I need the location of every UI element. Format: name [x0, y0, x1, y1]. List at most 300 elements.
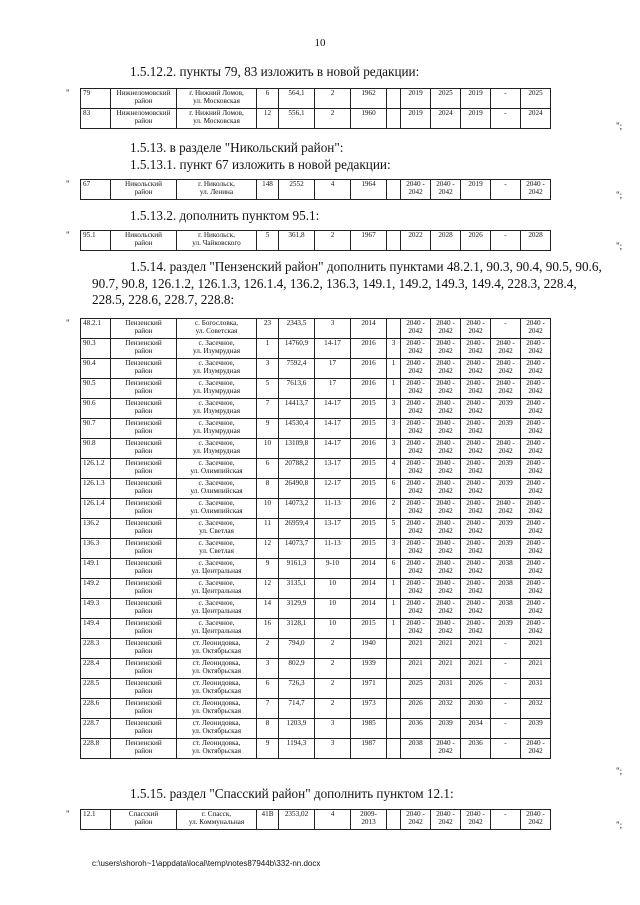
cell-line: Пензенский — [125, 539, 162, 547]
cell-line: район — [134, 407, 153, 416]
cell-address — [177, 739, 257, 759]
cell-period-1 — [401, 619, 431, 639]
cell-house: 8 — [257, 479, 279, 499]
cell-address — [177, 379, 257, 399]
cell-line: 2040 - — [466, 399, 485, 407]
cell-district — [111, 639, 177, 659]
cell-period-3 — [461, 519, 491, 539]
cell-period-3: 2030 — [461, 699, 491, 719]
cell-period-1: 2019 — [401, 89, 431, 109]
cell-address — [177, 659, 257, 679]
cell-line: 2040 - — [406, 599, 425, 607]
cell-address — [177, 339, 257, 359]
cell-line: район — [134, 367, 153, 376]
cell-line: 2040 - — [526, 419, 545, 427]
table-row — [81, 459, 551, 479]
cell-line: район — [134, 647, 153, 656]
table-row — [81, 89, 551, 109]
cell-line: 2040 - — [526, 339, 545, 347]
cell-line: 2042 — [498, 387, 513, 396]
cell-line: 2042 — [498, 507, 513, 516]
cell-year: 2014 — [351, 559, 387, 579]
cell-line: 2040 - — [406, 810, 425, 818]
cell-area: 361,8 — [279, 231, 315, 251]
cell-line: 2040 - — [436, 459, 455, 467]
cell-period-3: 2026 — [461, 231, 491, 251]
cell-period-1 — [401, 559, 431, 579]
cell-period-2 — [431, 180, 461, 200]
heading-1-5-15: 1.5.15. раздел "Спасский район" дополнить пунктом 12.1: — [130, 786, 454, 801]
cell-line: район — [134, 427, 153, 436]
cell-line: 2042 — [408, 447, 423, 456]
cell-area: 14073,7 — [279, 539, 315, 559]
cell-line: район — [134, 467, 153, 476]
cell-line: район — [134, 487, 153, 496]
cell-line: район — [134, 707, 153, 716]
cell-line: район — [134, 327, 153, 336]
cell-line: 2042 — [468, 818, 483, 827]
quote-close: "; — [616, 121, 623, 131]
cell-period-3 — [461, 599, 491, 619]
cell-floors: 13-17 — [315, 519, 351, 539]
cell-address — [177, 439, 257, 459]
cell-year: 1962 — [351, 89, 387, 109]
cell-line: ул. Олимпийская — [190, 487, 243, 496]
cell-count: 4 — [387, 459, 401, 479]
cell-line: 2042 — [468, 627, 483, 636]
cell-address — [177, 719, 257, 739]
quote-open: " — [66, 318, 70, 328]
cell-item-number: 12.1 — [81, 810, 111, 830]
heading-1-5-14: 1.5.14. раздел "Пензенский район" дополнить пунктами 48.2.1, 90.3, 90.4, 90.5, 90.6, 90.7, 90.8, 126.1.2, 126.1.3, 126.1.4, 136.2, 136.3, 149.1, 149.2, 149.3, 149.4, 228.3, 228.4, 228.5, 228.6, 228.7, 228.8: — [92, 259, 602, 307]
cell-period-4: 2039 — [491, 459, 521, 479]
cell-period-5 — [521, 810, 551, 830]
cell-line: 2042 — [408, 627, 423, 636]
cell-line: район — [134, 667, 153, 676]
cell-line: с. Засечное, — [198, 399, 235, 407]
cell-period-3 — [461, 559, 491, 579]
heading-1-5-13-1: 1.5.13.1. пункт 67 изложить в новой редакции: — [130, 157, 391, 172]
cell-period-1 — [401, 519, 431, 539]
cell-period-3 — [461, 810, 491, 830]
cell-period-5 — [521, 519, 551, 539]
cell-line: ул. Октябрьская — [192, 647, 241, 656]
cell-line: 2040 - — [406, 459, 425, 467]
cell-address — [177, 539, 257, 559]
cell-address — [177, 359, 257, 379]
cell-line: район — [134, 239, 153, 248]
cell-district — [111, 379, 177, 399]
cell-floors: 17 — [315, 359, 351, 379]
table-row — [81, 659, 551, 679]
cell-period-4: 2039 — [491, 539, 521, 559]
table-penzensky — [80, 318, 551, 759]
cell-count — [387, 719, 401, 739]
cell-area: 802,9 — [279, 659, 315, 679]
table-row — [81, 739, 551, 759]
cell-item-number: 228.8 — [81, 739, 111, 759]
cell-address — [177, 499, 257, 519]
cell-house: 6 — [257, 679, 279, 699]
cell-item-number: 95.1 — [81, 231, 111, 251]
cell-period-2 — [431, 379, 461, 399]
cell-area: 26959,4 — [279, 519, 315, 539]
cell-line: район — [134, 727, 153, 736]
cell-line: Пензенский — [125, 719, 162, 727]
cell-line: ул. Октябрьская — [192, 747, 241, 756]
cell-house: 12 — [257, 579, 279, 599]
cell-line: 2040 - — [406, 499, 425, 507]
cell-line: 2040 - — [526, 439, 545, 447]
cell-line: 2040 - — [526, 539, 545, 547]
cell-line: 2040 - — [466, 379, 485, 387]
cell-line: Пензенский — [125, 559, 162, 567]
cell-line: ул. Изумрудная — [192, 427, 241, 436]
cell-count — [387, 679, 401, 699]
cell-period-1 — [401, 399, 431, 419]
cell-line: 2042 — [408, 407, 423, 416]
cell-item-number: 228.5 — [81, 679, 111, 699]
cell-house: 3 — [257, 659, 279, 679]
cell-floors: 2 — [315, 679, 351, 699]
cell-address — [177, 319, 257, 339]
cell-period-3 — [461, 539, 491, 559]
cell-line: с. Засечное, — [198, 559, 235, 567]
cell-address — [177, 639, 257, 659]
quote-open: " — [66, 179, 70, 189]
cell-line: 2040 - — [466, 810, 485, 818]
cell-line: Пензенский — [125, 699, 162, 707]
cell-period-3: 2019 — [461, 89, 491, 109]
cell-line: 2040 - — [526, 599, 545, 607]
cell-line: с. Богословка, — [194, 319, 239, 327]
cell-line: ст. Леонидовка, — [192, 699, 241, 707]
cell-line: 2040 - — [466, 619, 485, 627]
file-path-footer: c:\users\shoroh~1\appdata\local\temp\notes87944b\332-nn.docx — [92, 859, 321, 868]
cell-period-5: 2021 — [521, 659, 551, 679]
cell-period-5 — [521, 579, 551, 599]
cell-house: 11 — [257, 519, 279, 539]
cell-period-5: 2028 — [521, 231, 551, 251]
cell-area: 794,0 — [279, 639, 315, 659]
cell-house: 9 — [257, 419, 279, 439]
cell-line: 2042 — [528, 507, 543, 516]
cell-period-1: 2025 — [401, 679, 431, 699]
table-row — [81, 180, 551, 200]
cell-floors: 13-17 — [315, 459, 351, 479]
cell-address — [177, 419, 257, 439]
cell-area: 26490,8 — [279, 479, 315, 499]
cell-line: г. Спасск, — [201, 810, 232, 818]
cell-line: 2042 — [498, 347, 513, 356]
cell-period-1 — [401, 359, 431, 379]
cell-area: 2343,5 — [279, 319, 315, 339]
cell-line: ул. Олимпийская — [190, 507, 243, 516]
cell-house: 8 — [257, 719, 279, 739]
cell-line: 2040 - — [436, 359, 455, 367]
cell-line: 2042 — [528, 747, 543, 756]
cell-line: с. Засечное, — [198, 459, 235, 467]
cell-line: 2040 - — [406, 319, 425, 327]
cell-floors: 4 — [315, 180, 351, 200]
table-row — [81, 339, 551, 359]
cell-period-4: - — [491, 810, 521, 830]
cell-item-number: 149.3 — [81, 599, 111, 619]
cell-line: 2042 — [438, 347, 453, 356]
cell-line: 2042 — [438, 818, 453, 827]
cell-line: г. Никольск, — [198, 180, 235, 188]
cell-year: 2015 — [351, 459, 387, 479]
cell-line: Пензенский — [125, 599, 162, 607]
cell-line: ул. Коммунальная — [188, 818, 245, 827]
cell-line: 2040 - — [436, 399, 455, 407]
cell-period-2 — [431, 499, 461, 519]
cell-line: 2040 - — [496, 339, 515, 347]
cell-item-number: 126.1.3 — [81, 479, 111, 499]
cell-period-2: 2021 — [431, 659, 461, 679]
cell-line: ул. Октябрьская — [192, 667, 241, 676]
cell-area: 7592,4 — [279, 359, 315, 379]
cell-district — [111, 810, 177, 830]
cell-line: 2040 - — [406, 559, 425, 567]
cell-period-4: 2038 — [491, 559, 521, 579]
cell-line: 2042 — [408, 427, 423, 436]
cell-period-2 — [431, 319, 461, 339]
cell-line: 2040 - — [526, 499, 545, 507]
cell-line: 2042 — [438, 607, 453, 616]
cell-line: 2040 - — [436, 180, 455, 188]
cell-line: 2040 - — [436, 619, 455, 627]
cell-line: ул. Московская — [193, 117, 240, 126]
cell-line: 2042 — [528, 367, 543, 376]
cell-line: с. Засечное, — [198, 499, 235, 507]
table-row — [81, 519, 551, 539]
cell-period-5 — [521, 499, 551, 519]
cell-period-2: 2039 — [431, 719, 461, 739]
cell-count — [387, 810, 401, 830]
cell-period-3 — [461, 399, 491, 419]
cell-period-5: 2025 — [521, 89, 551, 109]
cell-line: Пензенский — [125, 619, 162, 627]
cell-period-3 — [461, 319, 491, 339]
cell-item-number: 228.4 — [81, 659, 111, 679]
cell-period-3: 2019 — [461, 180, 491, 200]
cell-line: ул. Центральная — [191, 587, 242, 596]
cell-line: 2042 — [438, 627, 453, 636]
cell-period-1 — [401, 599, 431, 619]
cell-floors: 10 — [315, 579, 351, 599]
cell-house: 148 — [257, 180, 279, 200]
cell-line: 2042 — [438, 188, 453, 197]
cell-floors: 2 — [315, 639, 351, 659]
cell-period-2 — [431, 419, 461, 439]
cell-house: 12 — [257, 109, 279, 129]
cell-line: Пензенский — [125, 479, 162, 487]
cell-line: 2042 — [408, 547, 423, 556]
cell-line: 2040 - — [526, 810, 545, 818]
cell-year: 2016 — [351, 379, 387, 399]
cell-period-4: - — [491, 739, 521, 759]
cell-line: г. Нижний Ломов, — [189, 109, 244, 117]
cell-line: ул. Чайковского — [192, 239, 241, 248]
table-row — [81, 599, 551, 619]
cell-floors: 3 — [315, 719, 351, 739]
cell-line: Пензенский — [125, 399, 162, 407]
cell-count: 3 — [387, 399, 401, 419]
cell-line: 2040 - — [466, 319, 485, 327]
cell-line: с. Засечное, — [198, 339, 235, 347]
cell-house: 10 — [257, 439, 279, 459]
cell-address — [177, 231, 257, 251]
cell-line: 2040 - — [406, 519, 425, 527]
cell-line: 2040 - — [466, 519, 485, 527]
table-row — [81, 419, 551, 439]
cell-period-4 — [491, 439, 521, 459]
cell-line: 2042 — [468, 407, 483, 416]
cell-period-5: 2021 — [521, 639, 551, 659]
cell-count — [387, 319, 401, 339]
cell-line: 2040 - — [526, 359, 545, 367]
table-row — [81, 639, 551, 659]
cell-period-1: 2019 — [401, 109, 431, 129]
cell-line: 2042 — [468, 607, 483, 616]
cell-line: 2040 - — [466, 539, 485, 547]
cell-line: Пензенский — [125, 679, 162, 687]
cell-address — [177, 519, 257, 539]
cell-house: 9 — [257, 739, 279, 759]
cell-line: 2040 - — [466, 359, 485, 367]
cell-period-5: 2031 — [521, 679, 551, 699]
cell-count — [387, 639, 401, 659]
cell-period-1: 2021 — [401, 639, 431, 659]
cell-address — [177, 579, 257, 599]
cell-area: 14413,7 — [279, 399, 315, 419]
cell-house: 16 — [257, 619, 279, 639]
cell-line: 2042 — [438, 567, 453, 576]
cell-period-3: 2026 — [461, 679, 491, 699]
cell-count — [387, 109, 401, 129]
cell-line: 2040 - — [466, 419, 485, 427]
cell-year: 2014 — [351, 579, 387, 599]
cell-item-number: 149.2 — [81, 579, 111, 599]
cell-line: 2040 - — [436, 739, 455, 747]
cell-period-5 — [521, 319, 551, 339]
cell-line: ул. Изумрудная — [192, 367, 241, 376]
cell-period-2 — [431, 459, 461, 479]
cell-line: 2040 - — [436, 439, 455, 447]
cell-line: 2042 — [408, 607, 423, 616]
table-row — [81, 479, 551, 499]
cell-line: 2042 — [468, 587, 483, 596]
cell-item-number: 149.1 — [81, 559, 111, 579]
cell-period-3 — [461, 499, 491, 519]
cell-house: 1 — [257, 339, 279, 359]
cell-line: 2040 - — [436, 519, 455, 527]
cell-count: 1 — [387, 599, 401, 619]
cell-period-4 — [491, 359, 521, 379]
table-row — [81, 499, 551, 519]
cell-line: 2042 — [438, 527, 453, 536]
cell-period-4: 2039 — [491, 519, 521, 539]
cell-address — [177, 679, 257, 699]
cell-address — [177, 459, 257, 479]
cell-address — [177, 599, 257, 619]
cell-item-number: 90.8 — [81, 439, 111, 459]
cell-period-3: 2034 — [461, 719, 491, 739]
cell-line: 2042 — [468, 327, 483, 336]
table-row — [81, 619, 551, 639]
cell-period-3: 2021 — [461, 639, 491, 659]
cell-line: 2040 - — [406, 619, 425, 627]
cell-line: 2042 — [438, 467, 453, 476]
cell-line: 2042 — [528, 818, 543, 827]
cell-line: ст. Леонидовка, — [192, 719, 241, 727]
cell-item-number: 228.6 — [81, 699, 111, 719]
table-row — [81, 231, 551, 251]
cell-item-number: 90.7 — [81, 419, 111, 439]
cell-line: 2042 — [438, 407, 453, 416]
cell-period-4: 2039 — [491, 419, 521, 439]
cell-line: Нижнеломовский — [116, 89, 171, 97]
cell-period-1: 2036 — [401, 719, 431, 739]
cell-item-number: 90.3 — [81, 339, 111, 359]
cell-item-number: 228.7 — [81, 719, 111, 739]
cell-line: с. Засечное, — [198, 579, 235, 587]
cell-floors: 14-17 — [315, 399, 351, 419]
cell-line: 2040 - — [436, 319, 455, 327]
table-row — [81, 439, 551, 459]
cell-count — [387, 699, 401, 719]
cell-line: ст. Леонидовка, — [192, 679, 241, 687]
cell-line: 2042 — [438, 587, 453, 596]
cell-period-2 — [431, 619, 461, 639]
cell-address — [177, 180, 257, 200]
cell-line: Пензенский — [125, 419, 162, 427]
cell-line: ул. Октябрьская — [192, 727, 241, 736]
cell-year: 2016 — [351, 439, 387, 459]
cell-period-4: 2038 — [491, 599, 521, 619]
cell-area: 7613,6 — [279, 379, 315, 399]
cell-line: 2040 - — [526, 579, 545, 587]
cell-line: 2042 — [408, 467, 423, 476]
cell-line: ул. Октябрьская — [192, 687, 241, 696]
cell-district — [111, 599, 177, 619]
cell-line: Никольский — [125, 180, 162, 188]
cell-line: ул. Московская — [193, 97, 240, 106]
cell-line: район — [134, 188, 153, 197]
cell-district — [111, 719, 177, 739]
cell-period-4: - — [491, 231, 521, 251]
cell-address — [177, 399, 257, 419]
cell-line: 2042 — [408, 818, 423, 827]
cell-count: 1 — [387, 619, 401, 639]
cell-item-number: 90.4 — [81, 359, 111, 379]
cell-house: 2 — [257, 639, 279, 659]
cell-period-3: 2019 — [461, 109, 491, 129]
cell-period-4: - — [491, 319, 521, 339]
cell-count — [387, 659, 401, 679]
cell-floors: 12-17 — [315, 479, 351, 499]
cell-line: 2042 — [438, 547, 453, 556]
cell-line: с. Засечное, — [198, 359, 235, 367]
cell-count: 3 — [387, 439, 401, 459]
cell-period-4: - — [491, 679, 521, 699]
cell-floors: 10 — [315, 599, 351, 619]
cell-line: ул. Центральная — [191, 567, 242, 576]
cell-line: Пензенский — [125, 639, 162, 647]
cell-period-5 — [521, 619, 551, 639]
cell-line: 2009- — [360, 810, 377, 818]
